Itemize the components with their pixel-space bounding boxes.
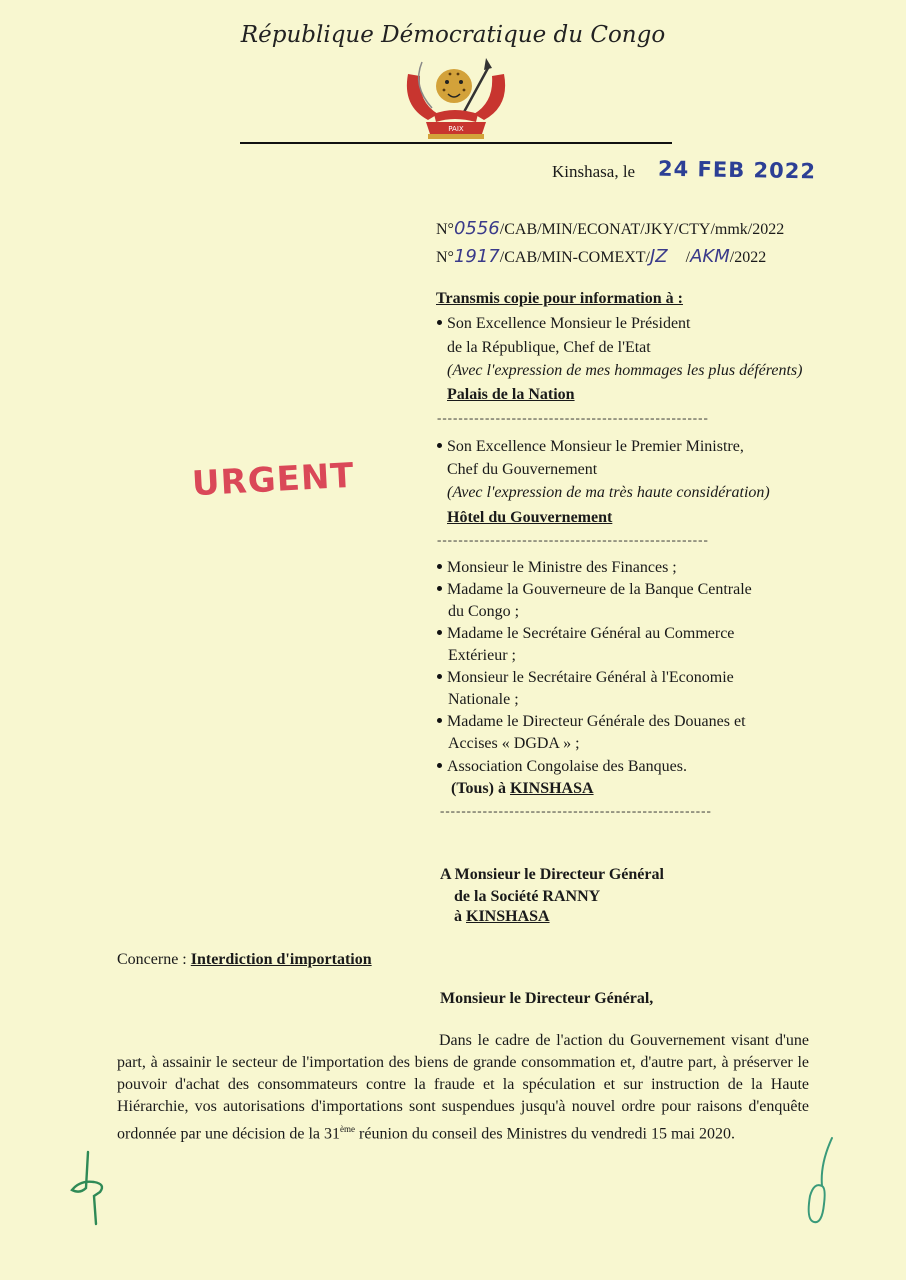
bullet-icon [437, 718, 442, 723]
addressee-line3: à KINSHASA [454, 908, 550, 925]
separator-line: --------------------------------------------------- [437, 532, 709, 547]
svg-text:PAIX: PAIX [448, 125, 464, 133]
separator-line: --------------------------------------------------- [437, 410, 709, 425]
coat-of-arms-emblem [398, 56, 514, 142]
bullet-icon [437, 586, 442, 591]
bullet-icon [437, 564, 442, 569]
list-item: Monsieur le Secrétaire Général à l'Economie [437, 669, 734, 687]
list-item-president-line2: de la République, Chef de l'Etat [447, 339, 651, 356]
header-rule [240, 142, 672, 144]
list-item-president: Son Excellence Monsieur le Président [437, 315, 691, 333]
president-note: (Avec l'expression de mes hommages les plus déférents) [447, 362, 803, 379]
list-item-line2: Accises « DGDA » ; [448, 735, 580, 752]
handwritten-initial-left [66, 1148, 116, 1228]
handwritten-initial-right [800, 1134, 840, 1226]
reference-2: N°1917/CAB/MIN-COMEXT/JZ /AKM/2022 [436, 246, 767, 267]
list-item: Madame le Directeur Générale des Douanes et [437, 713, 746, 731]
list-item: Madame le Secrétaire Général au Commerce [437, 625, 734, 643]
bullet-icon [437, 443, 442, 448]
list-item-pm-line2: Chef du Gouvernement [447, 461, 598, 478]
president-place: Palais de la Nation [447, 386, 575, 403]
handwritten-number: 1917 [453, 246, 500, 267]
handwritten-number: 0556 [453, 218, 500, 239]
bullet-icon [437, 763, 442, 768]
list-item: Madame la Gouverneure de la Banque Centrale [437, 581, 752, 599]
list-item: Monsieur le Ministre des Finances ; [437, 559, 677, 577]
list-item-line2: Extérieur ; [448, 647, 516, 664]
bullet-icon [437, 320, 442, 325]
bullet-icon [437, 674, 442, 679]
addressee-line1: A Monsieur le Directeur Général [440, 866, 664, 883]
country-header: République Démocratique du Congo [240, 22, 666, 48]
list-item-line2: du Congo ; [448, 603, 520, 620]
urgent-stamp: URGENT [191, 455, 356, 505]
list-item-prime-minister: Son Excellence Monsieur le Premier Ministre, [437, 438, 744, 456]
addressee-line2: de la Société RANNY [454, 888, 601, 905]
separator-line: --------------------------------------------------- [440, 803, 712, 818]
copies-heading: Transmis copie pour information à : [436, 290, 683, 307]
list-item: Association Congolaise des Banques. [437, 758, 687, 776]
bullet-icon [437, 630, 442, 635]
place-label: Kinshasa, le [552, 162, 636, 181]
all-recipients-place: (Tous) à KINSHASA [451, 780, 594, 797]
handwritten-initials: JZ [650, 246, 668, 267]
pm-note: (Avec l'expression de ma très haute considération) [447, 484, 770, 501]
salutation: Monsieur le Directeur Général, [440, 990, 654, 1007]
body-paragraph: Dans le cadre de l'action du Gouvernement visant d'une part, à assainir le secteur de l'importation des biens de grande consommation et, d'autre part, à préserver le pouvoir d'achat des consommateurs contre la fraude et la spéculation et sur instruction de la Haute Hiérarchie, vos autorisations d'importations sont suspendues jusqu'à nouvel ordre pour raisons d'enquête ordonnée par une décision de la 31ème réunion du conseil des Ministres du vendredi 15 mai 2020. [117, 1032, 809, 1143]
pm-place: Hôtel du Gouvernement [447, 509, 613, 526]
list-item-line2: Nationale ; [448, 691, 519, 708]
handwritten-initials: AKM [690, 246, 730, 267]
reference-1: N°0556/CAB/MIN/ECONAT/JKY/CTY/mmk/2022 [436, 218, 785, 239]
subject-line: Concerne : Interdiction d'importation [117, 951, 372, 968]
date-stamp: 24 FEB 2022 [657, 156, 817, 184]
